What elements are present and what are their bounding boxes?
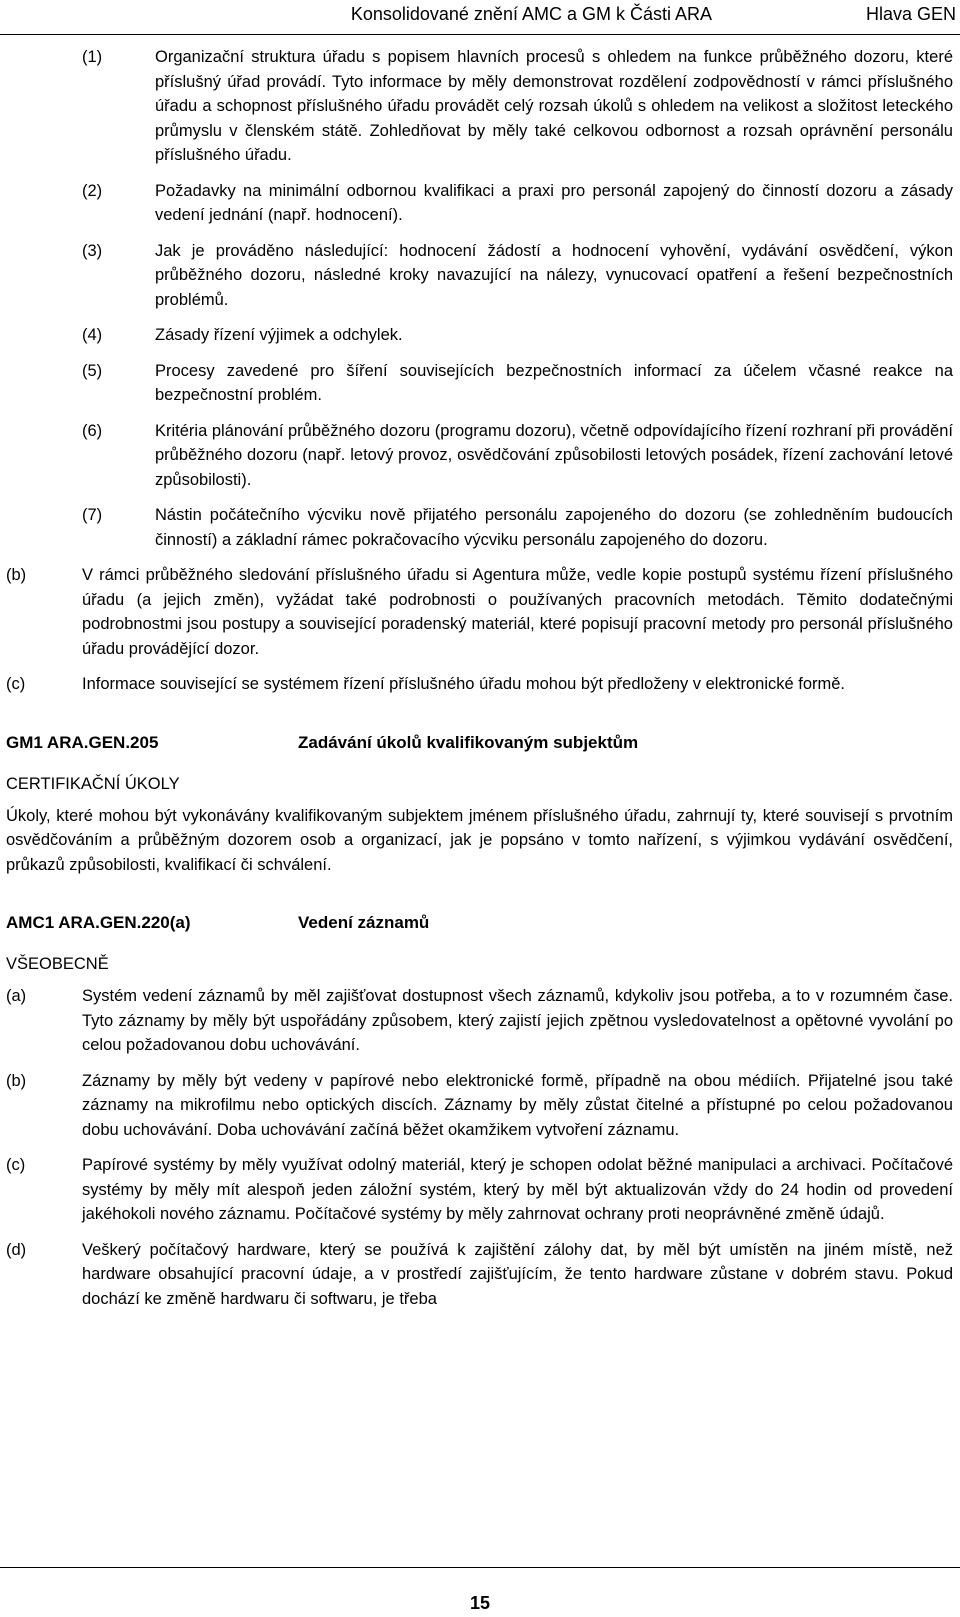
section-code: AMC1 ARA.GEN.220(a) [6, 913, 191, 932]
item-text: Systém vedení záznamů by měl zajišťovat dostupnost všech záznamů, kdykoliv jsou potřeba, a to v rozumném čase. Tyto záznamy by měly být uspořádány způsobem, který zajistí jejich zpětnou vysledovatelnost a opětovné vyvolání po celou požadovanou dobu uchovávání. [82, 987, 953, 1054]
item-number: (2) [82, 181, 103, 200]
item-letter: (b) [6, 1071, 27, 1090]
item-text: Papírové systémy by měly využívat odolný materiál, který je schopen odolat běžné manipulaci a archivaci. Počítačové systémy by měly mít alespoň jeden záložní systém, který by měl být aktualizován vždy do 24 hodin od provedení jakéhokoli nového záznamu. Počítačové systémy by měly zahrnovat ochrany proti neoprávněné změně údajů. [82, 1156, 953, 1223]
page-content [0, 45, 960, 1322]
item-number: (6) [82, 421, 103, 440]
item-text: Veškerý počítačový hardware, který se používá k zajištění zálohy dat, by měl být umístěn na jiném místě, než hardware obsahující pracovní údaje, a v prostředí zajišťujícím, že tento hardware zůstane v dobrém stavu. Pokud dochází ke změně hardwaru či softwaru, je třeba [82, 1240, 953, 1308]
item-text: Zásady řízení výjimek a odchylek. [155, 326, 403, 344]
list-item [82, 419, 953, 493]
item-text: Informace související se systémem řízení příslušného úřadu mohou být předloženy v elektronické formě. [82, 675, 846, 693]
list-item [6, 1238, 953, 1312]
item-number: (1) [82, 48, 103, 66]
item-text: Organizační struktura úřadu s popisem hlavních procesů s ohledem na funkce průběžného dozoru, které příslušný úřad provádí. Tyto informace by měly demonstrovat rozdělení zodpovědností v rámci příslušného úřadu a schopnost příslušného úřadu provádět celý rozsah úkolů s ohledem na velikost a složitost leteckého průmyslu v členském státě. Zohledňovat by měly také celkovou odbornost a rozsah oprávnění personálu příslušného úřadu. [155, 48, 953, 164]
list-item [82, 503, 953, 552]
list-item [6, 563, 953, 661]
list-item [82, 359, 953, 408]
item-letter: (b) [6, 566, 27, 584]
amc1-heading [0, 913, 960, 941]
amc1-subheading: VŠEOBECNĚ [6, 955, 109, 973]
section-code: GM1 ARA.GEN.205 [6, 732, 159, 752]
item-text: Kritéria plánování průběžného dozoru (programu dozoru), včetně odpovídajícího řízení rozhraní při provádění průběžného dozoru (např. letový provoz, osvědčování způsobilosti letových posádek, řízení zachování letové způsobilosti). [155, 421, 953, 489]
list-item [82, 179, 953, 228]
item-letter: (d) [6, 1240, 27, 1259]
item-letter: (c) [6, 675, 26, 693]
list-item [6, 672, 953, 697]
list-item [6, 1153, 953, 1227]
item-number: (3) [82, 241, 103, 260]
item-text: Požadavky na minimální odbornou kvalifikaci a praxi pro personál zapojený do činností dozoru a zásady vedení jednání (např. hodnocení). [155, 181, 953, 224]
item-letter: (a) [6, 987, 27, 1005]
item-text: Jak je prováděno následující: hodnocení žádostí a hodnocení vyhovění, vydávání osvědčení, výkon průběžného dozoru, následné kroky navazující na nálezy, vynucovací opatření a řešení bezpečnostních problémů. [155, 241, 953, 309]
list-item [82, 45, 953, 168]
list-item [6, 1069, 953, 1143]
list-item [82, 239, 953, 313]
section-title: Zadávání úkolů kvalifikovaným subjektům [298, 732, 639, 752]
gm1-subheading: CERTIFIKAČNÍ ÚKOLY [6, 774, 180, 793]
item-text: Procesy zavedené pro šíření souvisejících bezpečnostních informací za účelem včasné reakce na bezpečnostní problém. [155, 361, 953, 404]
page-header [0, 0, 960, 35]
list-item [6, 984, 953, 1058]
item-number: (5) [82, 361, 103, 380]
item-text: Nástin počátečního výcviku nově přijatého personálu zapojeného do dozoru (se zohledněním budoucích činností) a základní rámec pokračovacího výcviku personálu zapojeného do dozoru. [155, 506, 953, 549]
list-item [82, 323, 953, 348]
section-title: Vedení záznamů [298, 913, 430, 932]
gm1-heading [0, 733, 960, 761]
page-number: 15 [469, 1593, 491, 1613]
document-title: Konsolidované znění AMC a GM k Části ARA [350, 4, 712, 24]
chapter-title: Hlava GEN [865, 4, 956, 24]
item-text: V rámci průběžného sledování příslušného úřadu si Agentura může, vedle kopie postupů systému řízení příslušného úřadu (a jejich změn), vyžádat také podrobnosti o používaných pracovních metodách. Těmito dodatečnými podrobnostmi jsou postupy a související poradenský materiál, které popisují pracovní metody pro personál příslušného úřadu provádějící dozor. [82, 566, 953, 658]
item-text: Záznamy by měly být vedeny v papírové nebo elektronické formě, případně na obou médiích. Přijatelné jsou také záznamy na mikrofilmu nebo optických discích. Záznamy by měly zůstat čitelné a přístupné po celou požadovanou dobu uchovávání. Doba uchovávání začíná běžet okamžikem vytvoření záznamu. [82, 1071, 953, 1139]
item-letter: (c) [6, 1156, 26, 1174]
item-number: (7) [82, 506, 103, 524]
gm1-paragraph: Úkoly, které mohou být vykonávány kvalifikovaným subjektem jménem příslušného úřadu, zahrnují ty, které souvisejí s prvotním osvědčováním a průběžným dozorem osob a organizací, jak je popsáno v tomto nařízení, s výjimkou vydávání osvědčení, průkazů způsobilosti, kvalifikací či schválení. [6, 806, 953, 874]
item-number: (4) [82, 326, 103, 344]
footer-divider [0, 1567, 960, 1568]
